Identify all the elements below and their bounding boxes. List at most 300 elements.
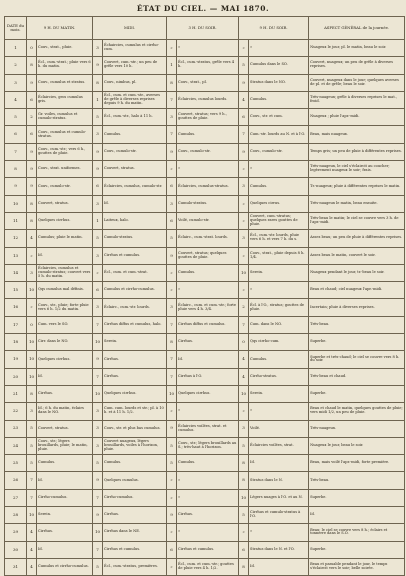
three-sky: » xyxy=(177,489,239,506)
three-index: 8 xyxy=(167,334,177,351)
day-aspect: Superbe et très-chaud; le ciel se couvre vers 8 h. du soir. xyxy=(309,351,405,368)
row-date: 4 xyxy=(5,91,27,108)
nine-index: 4 xyxy=(239,351,249,368)
nine-sky: Quelques cirrus. xyxy=(249,195,309,212)
table-row xyxy=(5,403,405,420)
noon-index: 3 xyxy=(93,247,103,264)
row-date: 9 xyxy=(5,178,27,195)
day-aspect: Nuageux le jour, pl. le matin, beau le soir. xyxy=(309,40,405,57)
table-row xyxy=(5,385,405,402)
noon-sky: Quelques cumulus. xyxy=(103,472,167,489)
row-date: 16 xyxy=(5,299,27,316)
three-sky: Couvert, stratus; quelques gouttes de pluie. xyxy=(177,247,239,264)
noon-sky: Couvert, stratus. xyxy=(103,161,167,178)
header-noon: MIDI. xyxy=(93,17,167,40)
three-sky: Cumulus. xyxy=(177,126,239,143)
noon-sky: Éclaircies, cumulus, cumulo-str. xyxy=(103,178,167,195)
nine-sky: Cumulus. xyxy=(249,91,309,108)
three-index: 10 xyxy=(167,385,177,402)
nine-index: 10 xyxy=(239,489,249,506)
morning-sky: Écl., cum.-strat.; pluie vers 6 h. du matin. xyxy=(37,57,93,74)
day-aspect: Très-beau. xyxy=(309,316,405,333)
three-index: 7 xyxy=(167,126,177,143)
three-sky: Écl., cum. et cum.-str.; gouttes de pluie vers 4 h. 1/2. xyxy=(177,558,239,575)
morning-index: 5 xyxy=(27,437,37,454)
row-date: 27 xyxy=(5,489,27,506)
nine-index: » xyxy=(239,195,249,212)
nine-sky: Couv., str. et cum. xyxy=(249,109,309,126)
table-row xyxy=(5,472,405,489)
three-index: 9 xyxy=(167,420,177,437)
morning-index: 6 xyxy=(27,91,37,108)
three-sky: Couv., cumulo-str. xyxy=(177,143,239,160)
day-aspect: Superbe. xyxy=(309,541,405,558)
morning-sky: Cumulus; pluie le matin. xyxy=(37,230,93,247)
morning-index: 9 xyxy=(27,178,37,195)
noon-index: 5 xyxy=(93,455,103,472)
noon-sky: Écl., cum. et cum.-str., averses de grêle à diverses reprises depuis 9 h. du matin. xyxy=(103,91,167,108)
nine-sky: Écl. à l'O., stratus; gouttes de pluie. xyxy=(249,299,309,316)
three-sky: » xyxy=(177,403,239,420)
nine-index: 7 xyxy=(239,316,249,333)
row-date: 2 xyxy=(5,57,27,74)
morning-sky: Couv., str., pluie; forte pluie vers 6 h. 1/2 du matin. xyxy=(37,299,93,316)
morning-index: 10 xyxy=(27,507,37,524)
noon-index: 6 xyxy=(93,178,103,195)
nine-index: 3 xyxy=(239,178,249,195)
header-general: ASPECT GÉNÉRAL de la journée. xyxy=(309,17,405,40)
table-row xyxy=(5,230,405,247)
three-index: » xyxy=(167,40,177,57)
nine-sky: » xyxy=(249,403,309,420)
noon-sky: Serein. xyxy=(103,334,167,351)
noon-index: 9 xyxy=(93,507,103,524)
table-row xyxy=(5,489,405,506)
three-index: 3 xyxy=(167,299,177,316)
three-sky: Éclaircies, cumulus lourds. xyxy=(177,91,239,108)
table-row xyxy=(5,91,405,108)
day-aspect: Assez beau; un peu de pluie à différentes reprises. xyxy=(309,230,405,247)
row-date: 25 xyxy=(5,455,27,472)
three-sky: Id. xyxy=(177,351,239,368)
noon-sky: Cirrhus diffus et cumulus, halo. xyxy=(103,316,167,333)
table-row xyxy=(5,558,405,575)
row-date: 20 xyxy=(5,368,27,385)
noon-sky: Laiteux, halo. xyxy=(103,212,167,229)
noon-index: 3 xyxy=(93,299,103,316)
morning-index: 0 xyxy=(27,316,37,333)
three-index: » xyxy=(167,524,177,541)
three-sky: Cirrhus. xyxy=(177,507,239,524)
morning-sky: Couv., strat. uniformes. xyxy=(37,161,93,178)
noon-index: 8 xyxy=(93,74,103,91)
nine-index: 3 xyxy=(239,230,249,247)
nine-sky: » xyxy=(249,282,309,299)
row-date: 23 xyxy=(5,420,27,437)
nine-index: 10 xyxy=(239,264,249,281)
table-row xyxy=(5,247,405,264)
morning-sky: Serein. xyxy=(37,507,93,524)
row-date: 31 xyxy=(5,558,27,575)
noon-index: 9 xyxy=(93,143,103,160)
row-date: 28 xyxy=(5,507,27,524)
noon-sky: Id. xyxy=(103,195,167,212)
noon-sky: Cumulus et cirrho-cumulus. xyxy=(103,282,167,299)
morning-sky: Cirr. dans le NO. xyxy=(37,334,93,351)
morning-sky: Quelques cirrhus. xyxy=(37,212,93,229)
day-aspect: Superbe. xyxy=(309,385,405,402)
table-row xyxy=(5,40,405,57)
three-sky: Cirrhus diffus et cumulus. xyxy=(177,316,239,333)
nine-index: 5 xyxy=(239,437,249,454)
three-index: » xyxy=(167,489,177,506)
nine-index: » xyxy=(239,161,249,178)
nine-sky: Cirrhus et cumulo-stratus à l'O. xyxy=(249,507,309,524)
morning-index: 10 xyxy=(27,351,37,368)
table-row xyxy=(5,264,405,281)
nine-index: 5 xyxy=(239,57,249,74)
noon-index: 3 xyxy=(93,126,103,143)
morning-sky: Cumulus. xyxy=(37,455,93,472)
morning-sky: Couvert, stratus. xyxy=(37,195,93,212)
noon-index: 5 xyxy=(93,230,103,247)
noon-sky: Couv., nimbus, pl. xyxy=(103,74,167,91)
nine-sky: Serein. xyxy=(249,264,309,281)
table-row xyxy=(5,282,405,299)
day-aspect: Beau et passable pendant le jour, le temps s'éclaircit vers le soir; belle soirée. xyxy=(309,558,405,575)
nine-index: » xyxy=(239,282,249,299)
three-index: 9 xyxy=(167,247,177,264)
day-aspect: Beau, mais nuageux. xyxy=(309,126,405,143)
three-sky: Cumulus. xyxy=(177,455,239,472)
three-index: 8 xyxy=(167,74,177,91)
nine-sky: Stratus dans le N. et l'O. xyxy=(249,541,309,558)
day-aspect: Couvert, nuageux; un peu de grêle à diverses reprises. xyxy=(309,57,405,74)
three-index: 7 xyxy=(167,351,177,368)
three-sky: Éclairc., cum.-strat. lourds. xyxy=(177,230,239,247)
row-date: 15 xyxy=(5,282,27,299)
three-index: 5 xyxy=(167,230,177,247)
nine-index: 6 xyxy=(239,541,249,558)
three-index: 9 xyxy=(167,507,177,524)
day-aspect: Très-nuageux. xyxy=(309,420,405,437)
noon-sky: Cumulus. xyxy=(103,126,167,143)
noon-sky: Quelques cirrhus. xyxy=(103,385,167,402)
row-date: 6 xyxy=(5,126,27,143)
three-sky: Éclaircies, cumulus-stratus. xyxy=(177,178,239,195)
row-date: 10 xyxy=(5,195,27,212)
noon-sky: Écl., cum.-stratus, premières. xyxy=(103,558,167,575)
table-row xyxy=(5,161,405,178)
table-row xyxy=(5,299,405,316)
row-date: 13 xyxy=(5,247,27,264)
three-index: 5 xyxy=(167,437,177,454)
morning-index: 4 xyxy=(27,230,37,247)
three-index: » xyxy=(167,472,177,489)
three-index: 6 xyxy=(167,178,177,195)
nine-sky: » xyxy=(249,40,309,57)
table-row xyxy=(5,143,405,160)
noon-index: 9 xyxy=(93,161,103,178)
three-index: 7 xyxy=(167,316,177,333)
three-index: » xyxy=(167,282,177,299)
nine-index: » xyxy=(239,40,249,57)
morning-index: 8 xyxy=(27,212,37,229)
morning-index: » xyxy=(27,299,37,316)
table-row xyxy=(5,368,405,385)
three-sky: » xyxy=(177,524,239,541)
nine-sky: Cumulus dans le SO. xyxy=(249,57,309,74)
morning-index: 7 xyxy=(27,472,37,489)
noon-sky: Cumulus. xyxy=(103,455,167,472)
noon-sky: Écl., cum.-str., halo à 11 h. xyxy=(103,109,167,126)
day-aspect: Couvert, nuageux dans le jour; quelques averses de pl. et de grêle; beau le soir. xyxy=(309,74,405,91)
noon-index: 7 xyxy=(93,316,103,333)
nine-index: 9 xyxy=(239,143,249,160)
table-body xyxy=(5,40,405,576)
nine-sky: Stratus dans le N. xyxy=(249,472,309,489)
noon-sky: Cirrhus. xyxy=(103,351,167,368)
nine-index: 8 xyxy=(239,455,249,472)
nine-index: 3 xyxy=(239,420,249,437)
nine-sky: Id. xyxy=(249,558,309,575)
header-nine: 9 H. DU SOIR. xyxy=(239,17,309,40)
noon-sky: Couv., str. et plus bas cumulus. xyxy=(103,420,167,437)
page-title: ÉTAT DU CIEL. — MAI 1870. xyxy=(136,4,270,13)
morning-index: 8 xyxy=(27,57,37,74)
morning-sky: Couv., cum.-str.; vers 6 h., gouttes de pluie. xyxy=(37,143,93,160)
day-aspect: Beau et chaud le matin, quelques gouttes de pluie; vers midi 1/2, un peu de pluie. xyxy=(309,403,405,420)
morning-sky: Id.; 6 h. du matin, éclairs dans le NO. xyxy=(37,403,93,420)
table-row xyxy=(5,455,405,472)
three-index: 3 xyxy=(167,109,177,126)
noon-index: 1 xyxy=(93,212,103,229)
nine-index: 8 xyxy=(239,558,249,575)
three-sky: Éclairc., cum. et cum.-str.; forte pluie vers 4 h. 3/4. xyxy=(177,299,239,316)
nine-sky: Cirrho-stratus. xyxy=(249,368,309,385)
noon-sky: Cum. cum. lourds et str.; pl. à 10 h. et à 11 h. 1/2. xyxy=(103,403,167,420)
morning-index: 4 xyxy=(27,524,37,541)
three-index: 3 xyxy=(167,195,177,212)
three-sky: » xyxy=(177,472,239,489)
table-row xyxy=(5,109,405,126)
morning-sky: Cum. vers le SO. xyxy=(37,316,93,333)
three-sky: Écl., cum.-stratus, grêle vers 4 h. xyxy=(177,57,239,74)
noon-index: 9 xyxy=(93,57,103,74)
table-row xyxy=(5,351,405,368)
three-sky: Voilé, cumulo-str. xyxy=(177,212,239,229)
day-aspect: Nuageux ; pluie l'apr.-midi. xyxy=(309,109,405,126)
nine-sky: » xyxy=(249,161,309,178)
morning-index: 8 xyxy=(27,385,37,402)
day-aspect: Beau et chaud; ciel nuageux l'apr.-midi. xyxy=(309,282,405,299)
three-sky: Quelques cirrhus. xyxy=(177,385,239,402)
noon-index: 10 xyxy=(93,334,103,351)
noon-sky: Éclairc., cum.-str. lourds. xyxy=(103,299,167,316)
three-index: » xyxy=(167,264,177,281)
morning-index: 8 xyxy=(27,195,37,212)
row-date: 3 xyxy=(5,74,27,91)
morning-sky: Qqs cumulus mal définis. xyxy=(37,282,93,299)
three-index: » xyxy=(167,403,177,420)
row-date: 12 xyxy=(5,230,27,247)
nine-sky: Cumulus. xyxy=(249,351,309,368)
nine-sky: Qqs cirrho-cum. xyxy=(249,334,309,351)
table-row xyxy=(5,74,405,91)
noon-sky: Cirrhus et cumulus. xyxy=(103,247,167,264)
morning-sky: Quelques cirrhus. xyxy=(37,351,93,368)
morning-index: 6 xyxy=(27,126,37,143)
morning-index: 10 xyxy=(27,334,37,351)
row-date: 11 xyxy=(5,212,27,229)
nine-index: 0 xyxy=(239,334,249,351)
three-index: 5 xyxy=(167,455,177,472)
morning-index: 0 xyxy=(27,40,37,57)
day-aspect: Id. xyxy=(309,507,405,524)
morning-index: » xyxy=(27,247,37,264)
noon-sky: Cirrhus et cumulus. xyxy=(103,541,167,558)
three-sky: Couv., str.; légers brouillards au S.; très-haut à l'horizon. xyxy=(177,437,239,454)
nine-index: » xyxy=(239,247,249,264)
morning-sky: Éclaircies, gros cumulus gris. xyxy=(37,91,93,108)
morning-index: 3 xyxy=(27,264,37,281)
nine-sky: » xyxy=(249,524,309,541)
noon-index: 10 xyxy=(93,524,103,541)
nine-index: » xyxy=(239,524,249,541)
noon-index: 3 xyxy=(93,437,103,454)
day-aspect: Tr.-nuageux; pluie à différentes reprises le matin. xyxy=(309,178,405,195)
three-index: » xyxy=(167,161,177,178)
row-date: 17 xyxy=(5,316,27,333)
noon-sky: Écl., cum. et cum.-strat. xyxy=(103,264,167,281)
day-aspect: Très-nuageux le matin, beau ensuite. xyxy=(309,195,405,212)
day-aspect: Beau; le ciel se couvre vers 8 h.; éclairs et tonnerre dans le S.O. xyxy=(309,524,405,541)
nine-sky: Cum. dans le NO. xyxy=(249,316,309,333)
row-date: 30 xyxy=(5,541,27,558)
morning-sky: Couv., cumulus et cumulo-stratus. xyxy=(37,126,93,143)
three-index: 9 xyxy=(167,143,177,160)
noon-index: 1 xyxy=(93,91,103,108)
morning-index: 3 xyxy=(27,403,37,420)
three-index: » xyxy=(167,558,177,575)
nine-sky: Serein. xyxy=(249,385,309,402)
noon-index: 6 xyxy=(93,282,103,299)
three-sky: » xyxy=(177,161,239,178)
nine-sky: Légers nuages à l'O. et au N. xyxy=(249,489,309,506)
nine-index: 8 xyxy=(239,472,249,489)
header-date: DATE du mois. xyxy=(5,17,27,40)
morning-sky: Couv., cumulus et stratus. xyxy=(37,74,93,91)
row-date: 8 xyxy=(5,161,27,178)
day-aspect: Très-nuageux, le ciel s'éclaircit au coucher; legèrement nuageux le soir; frais. xyxy=(309,161,405,178)
morning-index: 4 xyxy=(27,541,37,558)
noon-index: 3 xyxy=(93,40,103,57)
three-sky: Éclaircies voilées, strat. et cumulus. xyxy=(177,420,239,437)
day-aspect: Très-beau et chaud. xyxy=(309,368,405,385)
table-row xyxy=(5,178,405,195)
header-three: 3 H. DU SOIR. xyxy=(167,17,239,40)
morning-sky: Couvert, stratus. xyxy=(37,420,93,437)
three-sky: Cirrhus à l'O. xyxy=(177,368,239,385)
nine-sky: Écl., cum.-str. lourds, pluie vers 6 h. et vers 7 h. du s. xyxy=(249,230,309,247)
morning-sky: Id. xyxy=(37,472,93,489)
table-row xyxy=(5,212,405,229)
day-aspect: Très-nuageux; grêle à diverses reprises le mat., froid. xyxy=(309,91,405,108)
table-row xyxy=(5,57,405,74)
three-sky: » xyxy=(177,40,239,57)
three-index: 7 xyxy=(167,368,177,385)
table-row xyxy=(5,541,405,558)
table-row xyxy=(5,126,405,143)
noon-sky: Cirrhus. xyxy=(103,507,167,524)
three-sky: Cirrhus et cumulus. xyxy=(177,541,239,558)
row-date: 24 xyxy=(5,437,27,454)
nine-sky: Couv., strat., pluie depuis 8 h. 1/4. xyxy=(249,247,309,264)
table-row xyxy=(5,195,405,212)
day-aspect: Incertain; pluie à diverses reprises. xyxy=(309,299,405,316)
row-date: 1 xyxy=(5,40,27,57)
noon-sky: Cirrhus dans le NE. xyxy=(103,524,167,541)
nine-index: 7 xyxy=(239,126,249,143)
noon-sky: Couv., cumulo-str. xyxy=(103,143,167,160)
morning-sky: Cirrhus. xyxy=(37,385,93,402)
noon-index: 5 xyxy=(93,109,103,126)
noon-sky: Échaircies, cumulus et cirrho-cum. xyxy=(103,40,167,57)
day-aspect: Beau, mais voilé l'apr.-midi, forte première. xyxy=(309,455,405,472)
noon-index: 7 xyxy=(93,541,103,558)
noon-index: 10 xyxy=(93,385,103,402)
nine-index: » xyxy=(239,212,249,229)
noon-sky: Cumulo-stratus. xyxy=(103,230,167,247)
row-date: 5 xyxy=(5,109,27,126)
nine-index: 5 xyxy=(239,507,249,524)
noon-index: » xyxy=(93,264,103,281)
noon-index: 9 xyxy=(93,472,103,489)
morning-index: 9 xyxy=(27,74,37,91)
row-date: 26 xyxy=(5,472,27,489)
day-aspect: Nuageux le jour, beau le soir. xyxy=(309,437,405,454)
nine-index: 9 xyxy=(239,74,249,91)
morning-sky: Éclaircies, cumulus et cumulo-stratus; couvert vers 5 h. du matin. xyxy=(37,264,93,281)
three-index: 7 xyxy=(167,91,177,108)
noon-index: 9 xyxy=(93,351,103,368)
day-aspect: Assez beau le matin, couvert le soir. xyxy=(309,247,405,264)
three-index: 6 xyxy=(167,212,177,229)
day-aspect: Superbe. xyxy=(309,334,405,351)
table-row xyxy=(5,524,405,541)
noon-index: 3 xyxy=(93,403,103,420)
day-aspect: Temps gris; un peu de pluie à différentes reprises. xyxy=(309,143,405,160)
three-index: 6 xyxy=(167,541,177,558)
morning-sky: Id. xyxy=(37,247,93,264)
noon-index: 3 xyxy=(93,195,103,212)
morning-sky: Couv., strat., pluie. xyxy=(37,40,93,57)
table-row xyxy=(5,437,405,454)
row-date: 29 xyxy=(5,524,27,541)
row-date: 22 xyxy=(5,403,27,420)
morning-index: 10 xyxy=(27,368,37,385)
nine-index: 10 xyxy=(239,385,249,402)
three-sky: Cumulus. xyxy=(177,264,239,281)
morning-index: 4 xyxy=(27,558,37,575)
morning-sky: Cirrhus. xyxy=(37,524,93,541)
nine-index: 2 xyxy=(239,299,249,316)
header-morning: 9 H. DU MATIN. xyxy=(27,17,93,40)
nine-index: 6 xyxy=(239,109,249,126)
three-sky: Couvert, stratus; vers 9 h., gouttes de pluie. xyxy=(177,109,239,126)
day-aspect: Superbe. xyxy=(309,489,405,506)
table-row xyxy=(5,334,405,351)
